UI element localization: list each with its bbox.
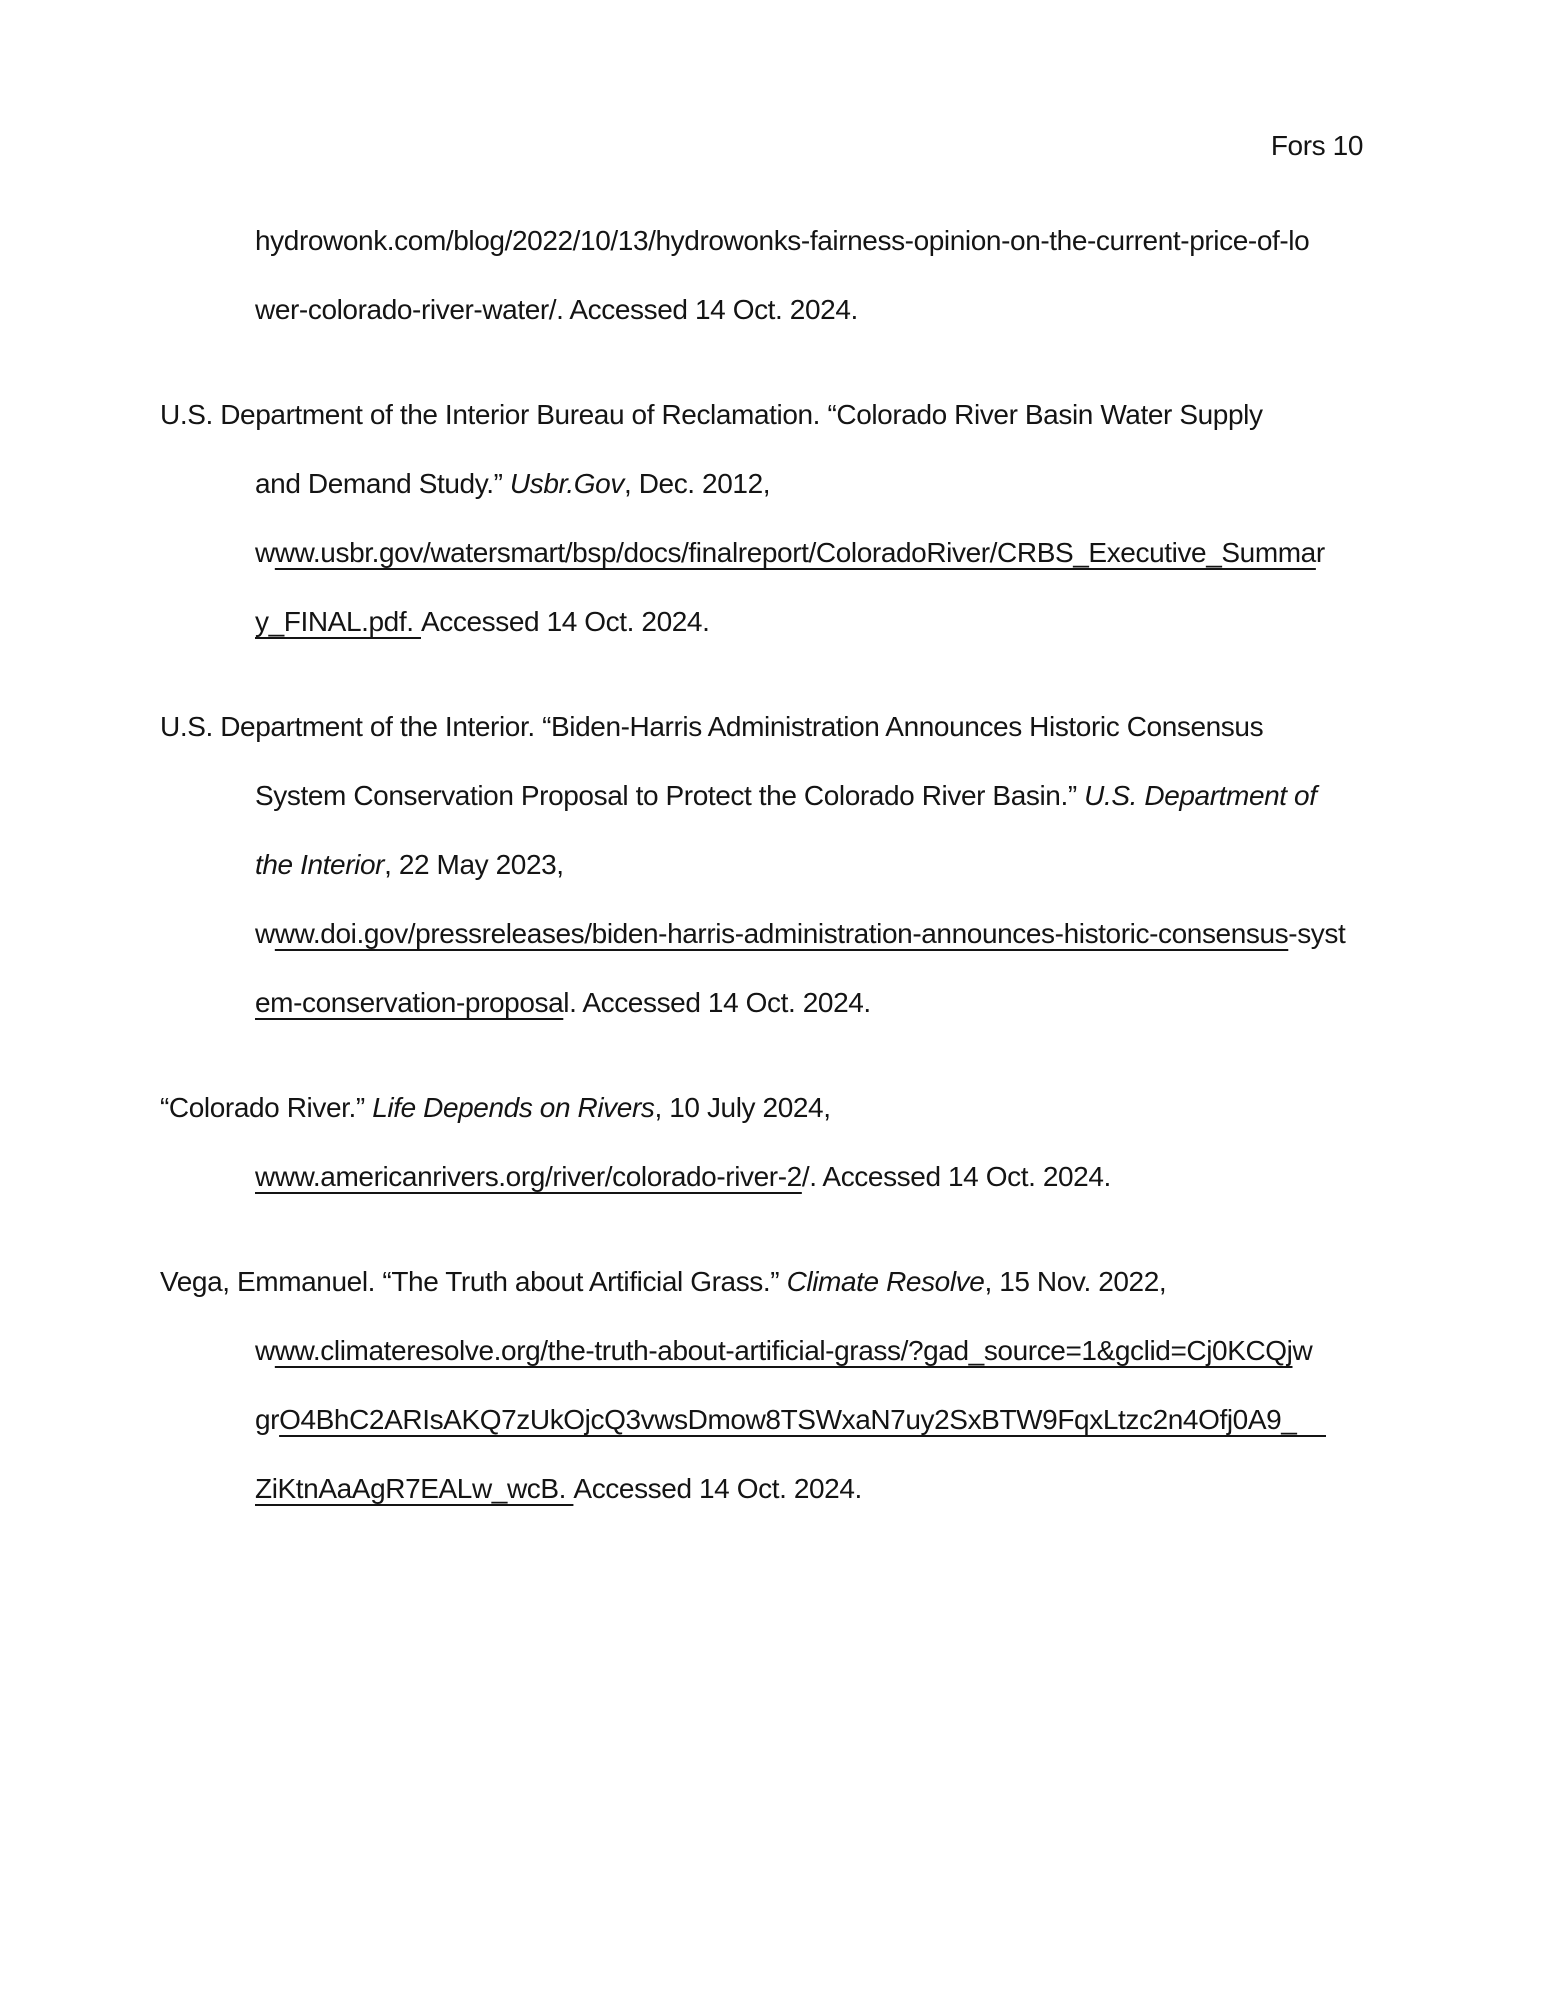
citation-text: Accessed 14 Oct. 2024.	[573, 1473, 862, 1504]
citation-text: , 15 Nov. 2022,	[984, 1266, 1167, 1297]
citation-text: w	[255, 537, 275, 568]
page-header	[0, 128, 1545, 164]
citation-text: , Dec. 2012,	[623, 468, 771, 499]
citation-text: wer-colorado-river-water/. Accessed 14 Oct. 2024.	[255, 294, 858, 325]
citation-text: w	[255, 1335, 275, 1366]
citation-text: /. Accessed 14 Oct. 2024.	[801, 1161, 1111, 1192]
citation-text: U.S. Department of	[1084, 780, 1317, 811]
citation-text: and Demand Study.”	[255, 468, 510, 499]
works-cited-entries	[0, 206, 1545, 1523]
citation-text: U.S. Department of the Interior Bureau of Reclamation. “Colorado River Basin Water Supply	[160, 399, 1263, 430]
header-author: Fors	[1270, 130, 1326, 161]
citation-link[interactable]: ww.usbr.gov/watersmart/bsp/docs/finalreport/ColoradoRiver/CRBS_Executive_Summa	[274, 537, 1316, 568]
header-page-number: 10	[1332, 130, 1363, 161]
citation-line	[255, 518, 1425, 587]
citation-text: the Interior	[255, 849, 385, 880]
citation-link[interactable]: ww.doi.gov/pressreleases/biden-harris-administration-announces-historic-consensus	[274, 918, 1289, 949]
citation-line	[160, 692, 1425, 761]
citation-text: , 22 May 2023,	[384, 849, 564, 880]
citation-line	[255, 830, 1425, 899]
citation-line	[255, 1385, 1425, 1454]
citation-entry	[160, 1073, 1425, 1211]
citation-text: r	[1315, 537, 1325, 568]
citation-text: System Conservation Proposal to Protect the Colorado River Basin.”	[255, 780, 1085, 811]
citation-text: Vega, Emmanuel. “The Truth about Artificial Grass.”	[160, 1266, 787, 1297]
citation-line	[255, 275, 1425, 344]
citation-line	[255, 1316, 1425, 1385]
citation-text: w	[255, 918, 275, 949]
citation-entry	[160, 206, 1425, 344]
citation-line	[255, 206, 1425, 275]
citation-text: Climate Resolve	[786, 1266, 985, 1297]
citation-text: hydrowonk.com/blog/2022/10/13/hydrowonks-fairness-opinion-on-the-current-price-of-lo	[255, 225, 1310, 256]
citation-line	[255, 1454, 1425, 1523]
citation-line	[255, 449, 1425, 518]
citation-line	[255, 899, 1425, 968]
citation-text: w	[1292, 1335, 1313, 1366]
citation-entry	[160, 380, 1425, 656]
citation-link[interactable]: ZiKtnAaAgR7EALw_wcB.	[255, 1473, 574, 1504]
citation-link[interactable]: y_FINAL.pdf.	[255, 606, 421, 637]
citation-text: l. Accessed 14 Oct. 2024.	[563, 987, 871, 1018]
citation-entry	[160, 1247, 1425, 1523]
citation-text: Life Depends on Rivers	[372, 1092, 655, 1123]
citation-text: , 10 July 2024,	[654, 1092, 831, 1123]
citation-line	[255, 761, 1425, 830]
citation-text: gr	[255, 1404, 280, 1435]
citation-link[interactable]: em-conservation-proposa	[255, 987, 564, 1018]
citation-link[interactable]: ww.climateresolve.org/the-truth-about-artificial-grass/?gad_source=1&gclid=Cj0KCQj	[274, 1335, 1293, 1366]
citation-link[interactable]: www.americanrivers.org/river/colorado-river-2	[255, 1161, 802, 1192]
citation-text: “Colorado River.”	[160, 1092, 373, 1123]
citation-text: Usbr.Gov	[509, 468, 624, 499]
citation-line	[255, 1142, 1425, 1211]
citation-line	[255, 587, 1425, 656]
citation-line	[160, 380, 1425, 449]
citation-line	[160, 1073, 1425, 1142]
citation-entry	[160, 692, 1425, 1037]
citation-text: -syst	[1288, 918, 1346, 949]
citation-line	[160, 1247, 1425, 1316]
citation-line	[255, 968, 1425, 1037]
citation-text: U.S. Department of the Interior. “Biden-Harris Administration Announces Historic Consensus	[160, 711, 1264, 742]
citation-link[interactable]: O4BhC2ARIsAKQ7zUkOjcQ3vwsDmow8TSWxaN7uy2SxBTW9FqxLtzc2n4Ofj0A9_	[279, 1404, 1326, 1435]
citation-text: Accessed 14 Oct. 2024.	[421, 606, 710, 637]
